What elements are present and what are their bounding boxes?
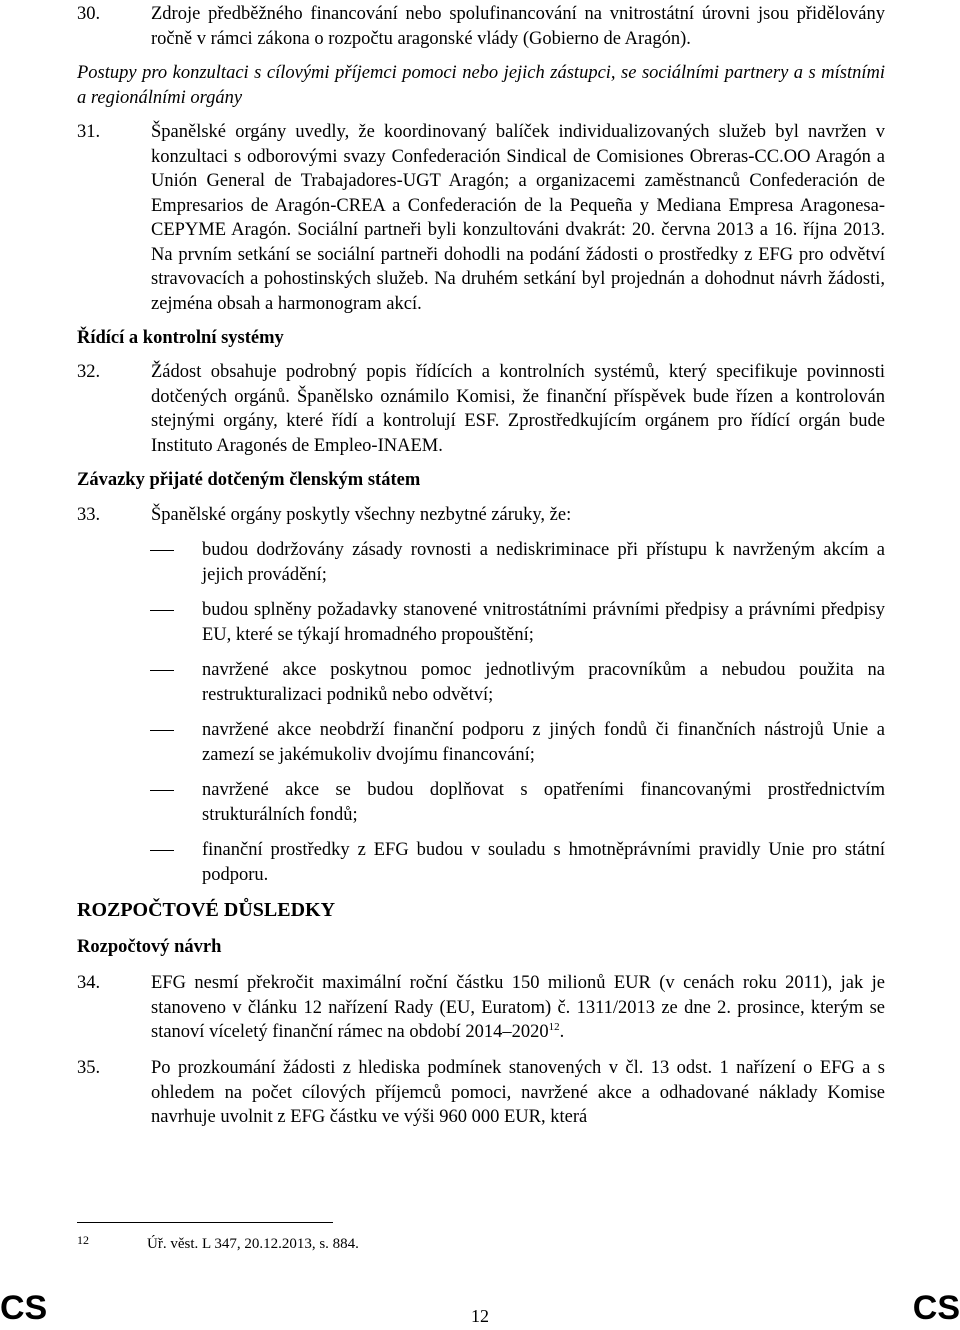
paragraph-text: EFG nesmí překročit maximální roční částku 150 milionů EUR (v cenách roku 2011), jak je stanoveno v článku 12 nařízení Rady (EU, Euratom) č. 1311/2013 ze dne 2. prosince, kterým se stanoví víceletý finanční rámec na období 2014–2020$^{12}$. [151,973,885,1042]
paragraph-text: Po prozkoumání žádosti z hlediska podmínek stanovených v čl. 13 odst. 1 nařízení o EFG a s ohledem na počet cílových příjemců pomoci, navržené akce a odhadované náklady Komise navrhuje uvolnit z EFG částku ve výši 960 000 EUR, která [151,1058,885,1127]
paragraph-number: 33. [77,505,101,525]
footnote-number: 12 [77,1233,89,1247]
list-item: navržené akce poskytnou pomoc jednotlivým pracovníkům a nebudou použita na restrukturalizaci podniků nebo odvětví; [150,658,885,707]
paragraph-34 [77,971,885,1045]
footnote-separator [77,1222,333,1223]
dash-icon [150,790,174,791]
paragraph-number: 35. [77,1058,101,1078]
section-subheading-budget: Rozpočtový návrh [77,937,222,957]
list-item: budou dodržovány zásady rovnosti a nediskriminace při přístupu k navrženým akcím a jejich provádění; [150,538,885,587]
paragraph-text: Zdroje předběžného financování nebo spolufinancování na vnitrostátní úrovni jsou přidělovány ročně v rámci zákona o rozpočtu aragonské vlády (Gobierno de Aragón). [151,4,885,49]
list-item: navržené akce neobdrží finanční podporu z jiných fondů či finančních nástrojů Unie a zamezí se jakémukoliv dvojímu financování; [150,718,885,767]
paragraph-text: Žádost obsahuje podrobný popis řídících a kontrolních systémů, který specifikuje povinnosti dotčených orgánů. Španělsko oznámilo Komisi, že finanční příspěvek bude řízen a kontrolován stejnými orgány, které řídí a kontrolují ESF. Zprostředkujícím orgánem pro řídící orgán bude Instituto Aragonés de Empleo-INAEM. [151,362,885,456]
paragraph-number: 30. [77,4,101,24]
dash-icon [150,850,174,851]
footnote [77,1234,359,1254]
section-heading-commitments: Závazky přijaté dotčeným členským státem [77,470,421,490]
paragraph-number: 34. [77,973,101,993]
dash-icon [150,670,174,671]
dash-icon [150,730,174,731]
footnote-text: Úř. věst. L 347, 20.12.2013, s. 884. [147,1236,359,1252]
footer-language-right: CS [912,1289,960,1327]
paragraph-number: 31. [77,122,101,142]
paragraph-text: Španělské orgány uvedly, že koordinovaný balíček individualizovaných služeb byl navržen v konzultaci s odborovými svazy Confederación Sindical de Comisiones Obreras-CC.OO Aragón a Unión General de Trabajadores-UGT Aragón; a organizacemi zaměstnanců Confederación de Empresarios de Aragón-CREA a Confederación de la Pequeña y Mediana Empresa Aragonesa-CEPYME Aragón. Sociální partneři byli konzultováni dvakrát: 20. června 2013 a 16. října 2013. Na prvním setkání se sociální partneři dohodli na podání žádosti o prostředky z EFG pro odvětví stravovacích a pohostinských služeb. Na druhém setkání byl projednán a dohodnut návrh žádosti, zejména obsah a harmonogram akcí. [151,122,885,314]
list-item: finanční prostředky z EFG budou v souladu s hmotněprávními pravidly Unie pro státní podporu. [150,838,885,887]
paragraph-33 [77,503,885,528]
paragraph-31 [77,120,885,316]
footnote-reference[interactable]: 12 [548,1020,560,1033]
footer-language-left: CS [0,1289,48,1327]
paragraph-32 [77,360,885,458]
paragraph-35 [77,1056,885,1130]
dash-icon [150,550,174,551]
section-heading-control: Řídící a kontrolní systémy [77,328,284,348]
page-number: 12 [471,1306,489,1326]
section-heading-budget: ROZPOČTOVÉ DŮSLEDKY [77,899,336,921]
section-heading-consultation: Postupy pro konzultaci s cílovými příjemci pomoci nebo jejich zástupci, se sociálními partnery a s místními a regionálními orgány [77,63,885,108]
dash-icon [150,610,174,611]
list-item: budou splněny požadavky stanovené vnitrostátními právními předpisy a právními předpisy EU, které se týkají hromadného propouštění; [150,598,885,647]
list-item: navržené akce se budou doplňovat s opatřeními financovanými prostřednictvím strukturálních fondů; [150,778,885,827]
paragraph-text: Španělské orgány poskytly všechny nezbytné záruky, že: [151,505,572,525]
paragraph-30 [77,2,885,51]
paragraph-number: 32. [77,362,101,382]
